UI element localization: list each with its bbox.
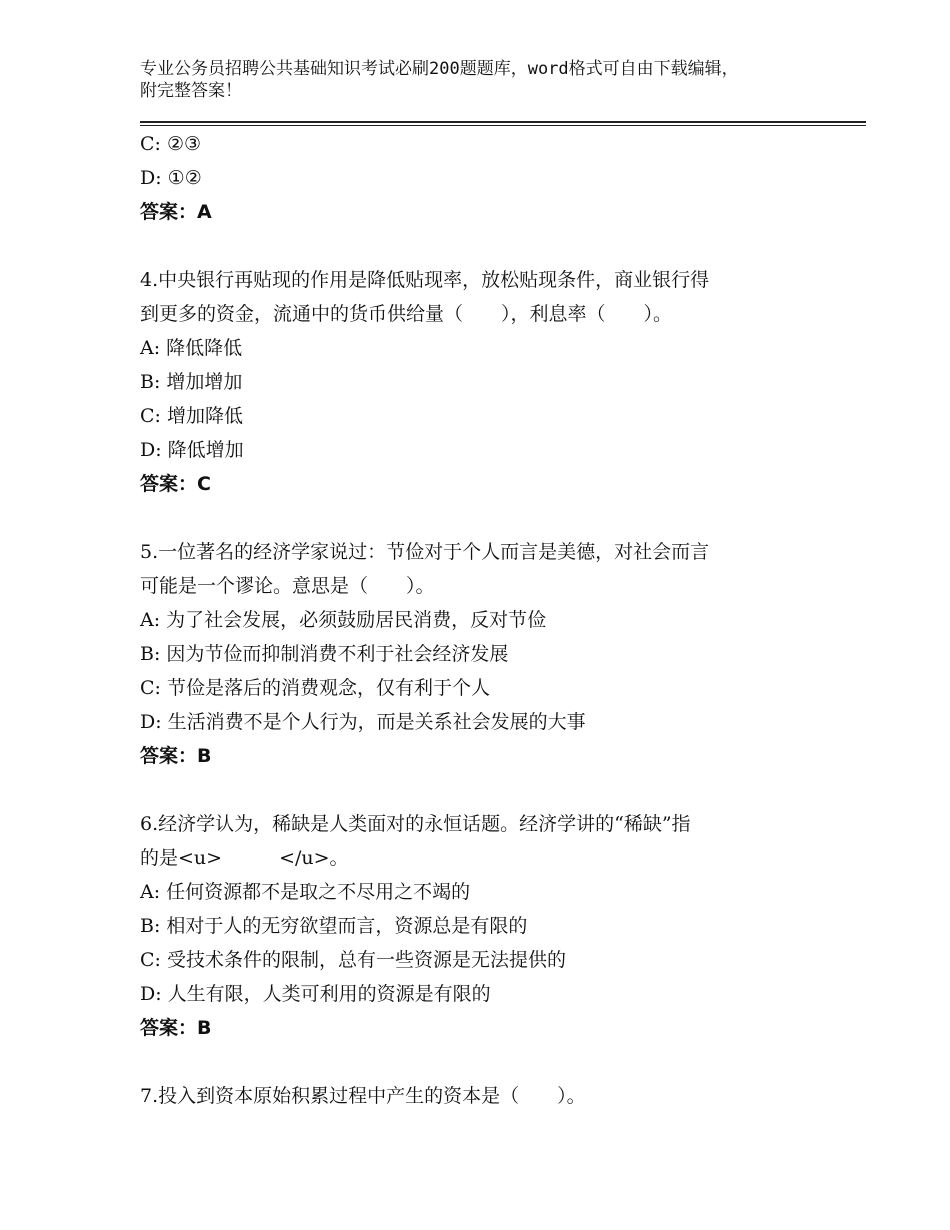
q6-option-d: D: 人生有限，人类可利用的资源是有限的 [140,983,491,1005]
q3-option-c: C: ②③ [140,133,202,155]
question-5 [140,535,840,773]
question-4 [140,263,840,501]
question-7 [140,1079,840,1113]
spacer [140,1045,840,1079]
q4-option-b: B: 增加增加 [140,371,243,393]
q5-stem-line-1: 5.一位著名的经济学家说过：节俭对于个人而言是美德，对社会而言 [140,541,710,563]
spacer [140,229,840,263]
q5-option-c: C: 节俭是落后的消费观念，仅有利于个人 [140,677,490,699]
page-header [140,58,820,102]
q4-option-a: A: 降低降低 [140,337,243,359]
q5-option-a: A: 为了社会发展，必须鼓励居民消费，反对节俭 [140,609,547,631]
q6-option-a: A: 任何资源都不是取之不尽用之不竭的 [140,881,471,903]
q6-stem-line-2: 的是<u> </u>。 [140,847,349,869]
spacer [140,501,840,535]
question-content [140,127,840,1113]
question-3-tail [140,127,840,229]
q4-option-d: D: 降低增加 [140,439,244,461]
q4-stem-line-1: 4.中央银行再贴现的作用是降低贴现率，放松贴现条件，商业银行得 [140,269,710,291]
header-line-2: 附完整答案！ [140,81,242,101]
q4-answer: 答案：C [140,473,211,495]
header-rule-thick [140,121,866,123]
header-line-1: 专业公务员招聘公共基础知识考试必刷200题题库，word格式可自由下载编辑， [140,59,739,79]
q6-answer: 答案：B [140,1017,212,1039]
q5-option-b: B: 因为节俭而抑制消费不利于社会经济发展 [140,643,509,665]
spacer [140,773,840,807]
q5-option-d: D: 生活消费不是个人行为，而是关系社会发展的大事 [140,711,586,733]
q4-stem-line-2: 到更多的资金，流通中的货币供给量（ ），利息率（ ）。 [140,303,673,325]
q6-stem-line-1: 6.经济学认为，稀缺是人类面对的永恒话题。经济学讲的“稀缺”指 [140,813,691,835]
header-rule-thin [140,125,866,126]
q5-answer: 答案：B [140,745,212,767]
q4-option-c: C: 增加降低 [140,405,243,427]
q5-stem-line-2: 可能是一个谬论。意思是（ ）。 [140,575,435,597]
q3-answer: 答案：A [140,201,212,223]
question-6 [140,807,840,1045]
q6-option-b: B: 相对于人的无穷欲望而言，资源总是有限的 [140,915,528,937]
q6-option-c: C: 受技术条件的限制，总有一些资源是无法提供的 [140,949,566,971]
q3-option-d: D: ①② [140,167,202,189]
q7-stem-line-1: 7.投入到资本原始积累过程中产生的资本是（ ）。 [140,1085,586,1107]
